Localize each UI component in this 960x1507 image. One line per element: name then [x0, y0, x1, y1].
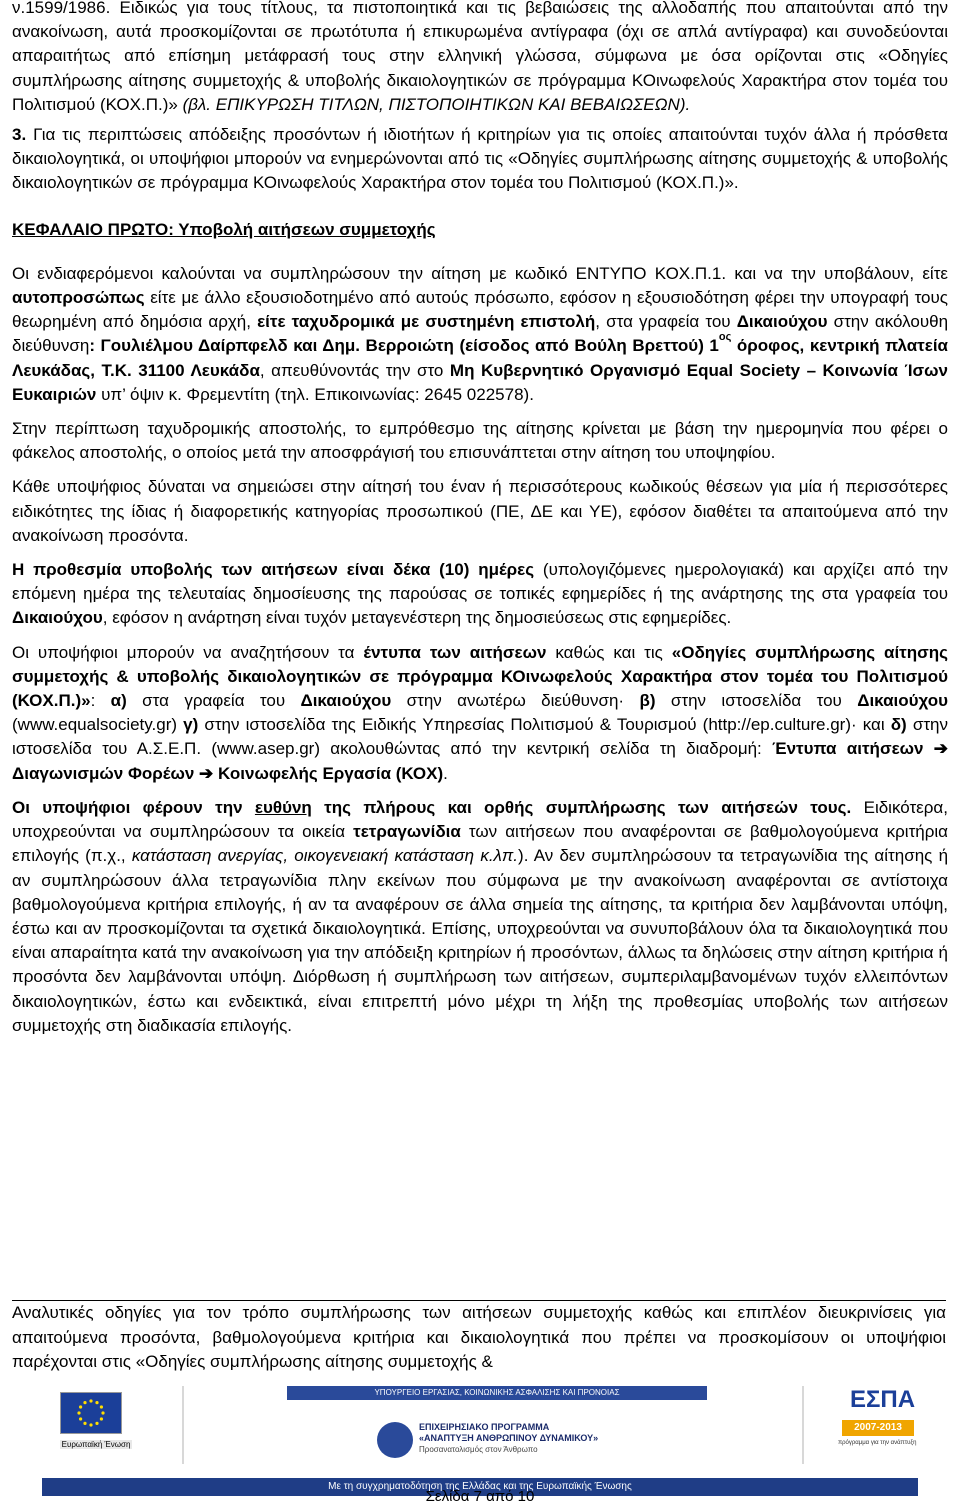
text-run: υπ’ όψιν κ. Φρεμεντίτη (τηλ. Επικοινωνίας: 2645 022578). [96, 384, 534, 404]
deadline-paragraph [12, 558, 948, 631]
text-run: , στα γραφεία του [595, 312, 737, 332]
bold-text: τετραγωνίδια [353, 822, 461, 842]
address-text: : Γουλιέλμου Δαίρπφελδ και Δημ. Βερροιώτη (είσοδος από Βούλη Βρεττού) 1 [89, 336, 719, 356]
page-number: Σελίδα 7 από 10 [425, 1488, 535, 1505]
organization-name: Μη Κυβερνητικό Οργανισμό Equal Society – Κοινωνία Ίσων Ευκαιριών [12, 360, 948, 404]
espa-subtitle: πρόγραμμα για την ανάπτυξη [838, 1440, 917, 1446]
bold-text: Διαγωνισμών Φορέων [12, 763, 195, 783]
bold-text: γ) [183, 715, 199, 735]
point-3-paragraph [12, 123, 948, 196]
text-run: στην ακόλουθη διεύθυνση [12, 312, 949, 356]
bold-text: Δικαιούχου [300, 691, 392, 711]
underlined-text: ευθύνη [254, 797, 312, 817]
codes-paragraph: Κάθε υποψήφιος δύναται να σημειώσει στην αίτησή του έναν ή περισσότερους κωδικούς θέσεων για μία ή περισσότερες ειδικότητες της ίδιας ή διαφορετικής κατηγορίας προσωπικού (ΠΕ, ΔΕ και ΥΕ), εφόσον διαθέτει τα απαιτούμενα από την ανακοίνωση προσόντα. [12, 477, 948, 545]
bold-text: Δικαιούχου [12, 608, 103, 628]
text-run: καθώς και τις [546, 642, 672, 662]
text-run: στην ιστοσελίδα του Α.Σ.Ε.Π. (www.asep.gr) ακολουθώντας από την κεντρική σελίδα τη διαδρομή: [12, 715, 948, 759]
instructions-box [12, 1300, 946, 1381]
text-run: . [443, 763, 448, 783]
text-run: της πλήρους και ορθής συμπλήρωσης των αιτήσεών τους. [311, 797, 852, 817]
text-run: είτε με άλλο εξουσιοδοτημένο από αυτούς πρόσωπο, εφόσον η εξουσιοδότηση φέρει την υπογραφή τους θεωρημένη από δημόσια αρχή, [12, 288, 948, 332]
forms-paragraph [12, 641, 948, 786]
text-run: Οι ενδιαφερόμενοι καλούνται να συμπληρώσουν την αίτηση με κωδικό ΕΝΤΥΠΟ ΚΟΧ.Π.1. και να την υποβάλουν, είτε [12, 263, 948, 283]
espa-text: ΕΣΠΑ [850, 1386, 916, 1413]
bold-text: είτε ταχυδρομικά με συστημένη επιστολή [257, 312, 596, 332]
chapter-heading: ΚΕΦΑΛΑΙΟ ΠΡΩΤΟ: Υποβολή αιτήσεων συμμετοχής [12, 219, 436, 239]
postal-paragraph: Στην περίπτωση ταχυδρομικής αποστολής, το εμπρόθεσμο της αίτησης κρίνεται με βάση την ημερομηνία που φέρει ο φάκελος αποστολής, ο οποίος μετά την αποσφράγισή του επισυνάπτεται στην αίτηση του υποψηφίου. [12, 419, 948, 463]
text-run: Οι υποψήφιοι μπορούν να αναζητήσουν τα [12, 642, 364, 662]
bold-text: Κοινωφελής Εργασία (ΚΟΧ) [218, 763, 444, 783]
ministry-banner: ΥΠΟΥΡΓΕΙΟ ΕΡΓΑΣΙΑΣ, ΚΟΙΝΩΝΙΚΗΣ ΑΣΦΑΛΙΣΗΣ ΚΑΙ ΠΡΟΝΟΙΑΣ [287, 1386, 707, 1400]
responsibility-bold [12, 798, 851, 817]
text-run: στην ιστοσελίδα της Ειδικής Υπηρεσίας Πολιτισμού & Τουρισμού (http://ep.culture.gr)· και [198, 715, 891, 735]
arrow-right-icon: ➔ [199, 763, 214, 783]
text-run: , εφόσον η ανάρτηση είναι τυχόν μεταγενέστερη της δημοσιεύσεως στις εφημερίδες. [102, 608, 732, 628]
text-run: στην ανωτέρω διεύθυνση· [391, 691, 640, 711]
text-run: : [90, 691, 111, 711]
program-title [419, 1422, 598, 1455]
program-line-3: Προσανατολισμός στον Άνθρωπο [419, 1445, 538, 1454]
text-run: Ειδικότερα, υποχρεούνται να συμπληρώσουν τα οικεία [12, 797, 948, 842]
bold-text: Έντυπα αιτήσεων [772, 739, 924, 759]
floor-superscript: ος [718, 331, 732, 344]
arrow-right-icon: ➔ [933, 739, 949, 759]
text-run: στα γραφεία του [126, 691, 301, 711]
address-text: όροφος, κεντρική πλατεία Λευκάδας, Τ.Κ. 31100 Λευκάδα [12, 336, 948, 380]
espa-logo [832, 1382, 924, 1460]
text-run: , απευθύνοντάς την στο [259, 360, 450, 380]
text-run: (υπολογιζόμενες ημερολογιακά) και αρχίζει από την επόμενη ημέρα της τελευταίας δημοσίευσης της παρούσας σε τοπικές εφημερίδες ή της ανάρτησης της στα γραφεία του [12, 560, 948, 604]
program-line-2: «ΑΝΑΠΤΥΞΗ ΑΝΘΡΩΠΙΝΟΥ ΔΥΝΑΜΙΚΟΥ» [419, 1433, 599, 1443]
text-run: στην ιστοσελίδα του [655, 691, 858, 711]
intro-text: ν.1599/1986. Ειδικώς για τους τίτλους, τα πιστοποιητικά και τις βεβαιώσεις της αλλοδαπής που απαιτούνται από την ανακοίνωση, αυτά προσκομίζονται σε πρωτότυπα ή επικυρωμένα αντίγραφα (όχι σε απλά αντίγραφα) και συνοδεύονται απαραιτήτως από επίσημη μετάφρασή τους στην ελληνική γλώσσα, σύμφωνα με όσα ορίζονται στις «Οδηγίες συμπλήρωσης αίτησης συμμετοχής & υποβολής δικαιολογητικών σε πρόγραμμα ΚΟινωφελούς Χαρακτήρα στον τομέα του Πολιτισμού (ΚΟΧ.Π.)» [12, 0, 948, 114]
intro-reference: (βλ. ΕΠΙΚΥΡΩΣΗ ΤΙΤΛΩΝ, ΠΙΣΤΟΠΟΙΗΤΙΚΩΝ ΚΑΙ ΒΕΒΑΙΩΣΕΩΝ). [182, 94, 691, 114]
deadline-bold: Η προθεσμία υποβολής των αιτήσεων είναι δέκα (10) ημέρες [12, 560, 535, 580]
eu-flag-icon [60, 1392, 122, 1434]
text-run: Οι υποψήφιοι φέρουν την [12, 797, 255, 817]
bold-text: «Οδηγίες συμπλήρωσης αίτησης συμμετοχής & υποβολής δικαιολογητικών σε πρόγραμμα ΚΟινωφελούς Χαρακτήρα στον τομέα του Πολιτισμού (ΚΟΧ.Π.)» [12, 642, 948, 711]
point-3-text: Για τις περιπτώσεις απόδειξης προσόντων ή ιδιοτήτων ή κριτηρίων για τις οποίες απαιτούνται τυχόν άλλα ή πρόσθετα δικαιολογητικά, οι υποψήφιοι μπορούν να ενημερώνονται από τις «Οδηγίες συμπλήρωσης αίτησης συμμετοχής & υποβολής δικαιολογητικών σε πρόγραμμα ΚΟινωφελούς Χαρακτήρα στον τομέα του Πολιτισμού (ΚΟΧ.Π.)». [12, 125, 948, 193]
text-run: (www.equalsociety.gr) [12, 715, 184, 735]
program-logo [377, 1422, 637, 1462]
instructions-box-text: Αναλυτικές οδηγίες για τον τρόπο συμπλήρωσης των αιτήσεων συμμετοχής καθώς και επιπλέον διευκρινίσεις για απαιτούμενα προσόντα, βαθμολογούμενα κριτήρια και δικαιολογητικά που πρέπει να προσκομίσουν οι υποψήφιοι παρέχονται στις «Οδηγίες συμπλήρωσης αίτησης συμμετοχής & [12, 1303, 946, 1371]
logo-strip [12, 1382, 948, 1492]
bold-text: αυτοπροσώπως [12, 288, 145, 308]
cofunding-banner: Με τη συγχρηματοδότηση της Ελλάδας και της Ευρωπαϊκής Ένωσης [42, 1478, 918, 1496]
espa-years: 2007-2013 [842, 1420, 914, 1436]
eu-caption: Ευρωπαϊκή Ένωση [61, 1440, 131, 1449]
bold-text: β) [639, 691, 656, 711]
responsibility-paragraph [12, 796, 948, 1038]
bold-text: έντυπα των αιτήσεων [363, 642, 547, 662]
bold-text: δ) [890, 715, 907, 735]
intro-paragraph [12, 0, 948, 117]
document-page [12, 0, 949, 1492]
divider [802, 1386, 804, 1464]
divider [182, 1386, 184, 1464]
italic-text: κατάσταση ανεργίας, οικογενειακή κατάσταση κ.λπ. [131, 846, 519, 866]
program-emblem-icon [377, 1422, 413, 1458]
point-3-number: 3. [12, 125, 27, 145]
text-run: των αιτήσεων που αναφέρονται σε βαθμολογούμενα κριτήρια επιλογής (π.χ., [12, 822, 949, 866]
bold-text: Δικαιούχου [736, 312, 828, 332]
program-line-1: ΕΠΙΧΕΙΡΗΣΙΑΚΟ ΠΡΟΓΡΑΜΜΑ [419, 1422, 550, 1432]
bold-text: Δικαιούχου [857, 691, 948, 711]
submission-paragraph [12, 262, 948, 407]
bold-text: α) [110, 691, 127, 711]
text-run: ). Αν δεν συμπληρώσουν τα τετραγωνίδια της αίτησης ή αν συμπληρώσουν άλλα τετραγωνίδια πλην εκείνων που σύμφωνα με την ανακοίνωση αναφέρονται σε αντίστοιχα βαθμολογούμενα κριτήρια επιλογής, ή αν τα αναφέρουν σε άλλα σημεία της αίτησης, τα κριτήρια δεν λαμβάνονται υπόψη, έστω και αν προσκομίζονται τα σχετικά δικαιολογητικά. Επίσης, υποχρεούνται να συνυποβάλουν όλα τα δικαιολογητικά που είναι απαραίτητα κατά την ανακοίνωση για την απόδειξη κριτηρίων ή προσόντων, άλλως τα δηλώσεις στην αίτηση κριτήρια ή προσόντα δεν λαμβάνονται υπόψη. Διόρθωση ή συμπλήρωση των αιτήσεων, συμπεριλαμβανομένων τυχόν ελλειπόντων δικαιολογητικών, έστω και ενδεικτικά, είναι επιτρεπτή μόνο μέχρι τη λήξη της προθεσμίας υποβολής των αιτήσεων συμμετοχής στη διαδικασία επιλογής. [12, 846, 949, 1035]
eu-stars-icon [61, 1393, 121, 1433]
